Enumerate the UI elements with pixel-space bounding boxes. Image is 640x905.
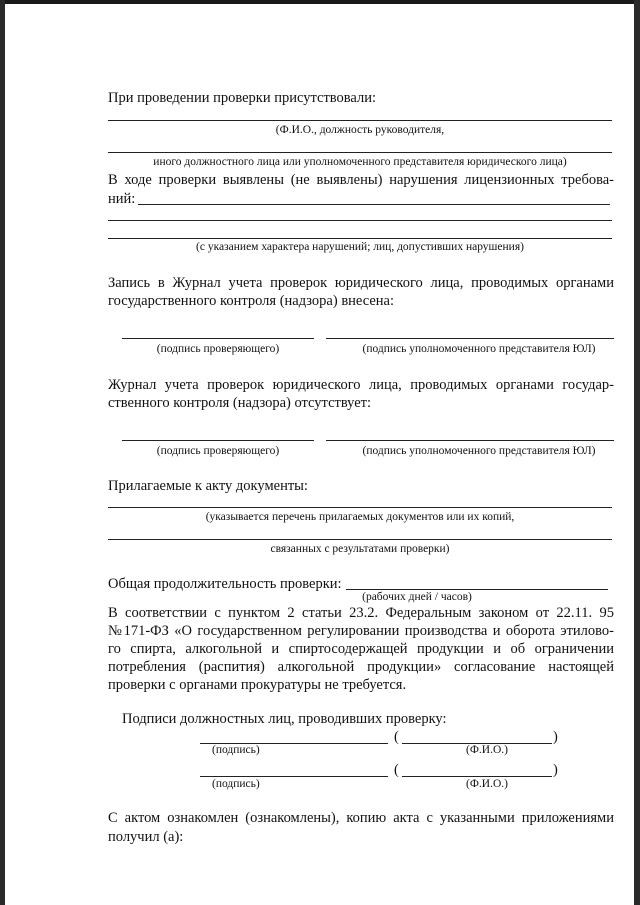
inspector-1-name-caption: (Ф.И.О.) (466, 744, 508, 756)
scan-border-top (0, 0, 640, 4)
violations-line-2[interactable] (138, 204, 610, 205)
scan-border-right (634, 0, 640, 905)
journal-absent-sig-right-caption: (подпись уполномоченного представителя ЮЛ) (362, 445, 596, 457)
attachments-caption-2: связанных с результатами проверки) (270, 543, 450, 555)
violations-caption: (с указанием характера нарушений; лиц, допустивших нарушения) (196, 241, 524, 253)
present-line-1[interactable] (108, 120, 612, 121)
present-caption-1: (Ф.И.О., должность руководителя, (275, 124, 445, 136)
attachments-line-2[interactable] (108, 539, 612, 540)
present-line-2[interactable] (108, 152, 612, 153)
inspector-2-name-line[interactable] (402, 776, 552, 777)
journal-absent-line-2: ственного контроля (надзора) отсутствует: (108, 395, 372, 411)
violations-line-4[interactable] (108, 238, 612, 239)
acknowledgement-line-2: получил (а): (108, 829, 184, 845)
journal-absent-sig-left-caption: (подпись проверяющего) (156, 445, 280, 457)
inspector-2-paren-close: ) (553, 762, 558, 778)
inspector-2-name-caption: (Ф.И.О.) (466, 778, 508, 790)
inspector-1-sig-caption: (подпись) (212, 744, 260, 756)
inspector-signatures-heading: Подписи должностных лиц, проводивших проверку: (122, 711, 447, 727)
compliance-line-1: В соответствии с пунктом 2 статьи 23.2. Федеральным законом от 22.11. 95 (108, 605, 614, 621)
inspector-1-paren-close: ) (553, 729, 558, 745)
acknowledgement-line-1: С актом ознакомлен (ознакомлены), копию акта с указанными приложениями (108, 810, 614, 826)
attachments-caption-1: (указывается перечень прилагаемых документов или их копий, (205, 511, 515, 523)
journal-entry-line-1: Запись в Журнал учета проверок юридического лица, проводимых органами (108, 275, 614, 291)
present-heading: При проведении проверки присутствовали: (108, 90, 377, 106)
compliance-line-2: №171-ФЗ «О государственном регулировании производства и оборота этилово- (108, 623, 614, 639)
violations-line-2-prefix: ний: (108, 191, 136, 207)
journal-absent-line-1: Журнал учета проверок юридического лица, проводимых органами государ- (108, 377, 614, 393)
inspector-2-paren-open: ( (394, 762, 399, 778)
inspector-2-sign-line[interactable] (200, 776, 388, 777)
duration-caption: (рабочих дней / часов) (362, 591, 472, 603)
inspector-2-sig-caption: (подпись) (212, 778, 260, 790)
violations-line-3[interactable] (108, 220, 612, 221)
compliance-line-5: проверки с органами прокуратуры не требуется. (108, 677, 407, 693)
violations-line-1: В ходе проверки выявлены (не выявлены) нарушения лицензионных требова- (108, 172, 614, 188)
present-caption-2: иного должностного лица или уполномоченного представителя юридического лица) (153, 156, 567, 168)
scan-border-left (0, 0, 5, 905)
compliance-line-3: го спирта, алкогольной и спиртосодержащей продукции и об ограничении (108, 641, 614, 657)
duration-line[interactable] (346, 589, 608, 590)
compliance-line-4: потребления (распития) алкогольной продукции» согласование настоящей (108, 659, 614, 675)
attachments-line-1[interactable] (108, 507, 612, 508)
journal-absent-sign-line-left[interactable] (122, 440, 314, 441)
journal-entry-sig-left-caption: (подпись проверяющего) (156, 343, 280, 355)
journal-absent-sign-line-right[interactable] (326, 440, 614, 441)
duration-label: Общая продолжительность проверки: (108, 576, 342, 592)
inspector-1-paren-open: ( (394, 729, 399, 745)
journal-entry-sign-line-right[interactable] (326, 338, 614, 339)
attachments-heading: Прилагаемые к акту документы: (108, 478, 308, 494)
journal-entry-line-2: государственного контроля (надзора) внесена: (108, 293, 394, 309)
journal-entry-sign-line-left[interactable] (122, 338, 314, 339)
journal-entry-sig-right-caption: (подпись уполномоченного представителя ЮЛ) (362, 343, 596, 355)
